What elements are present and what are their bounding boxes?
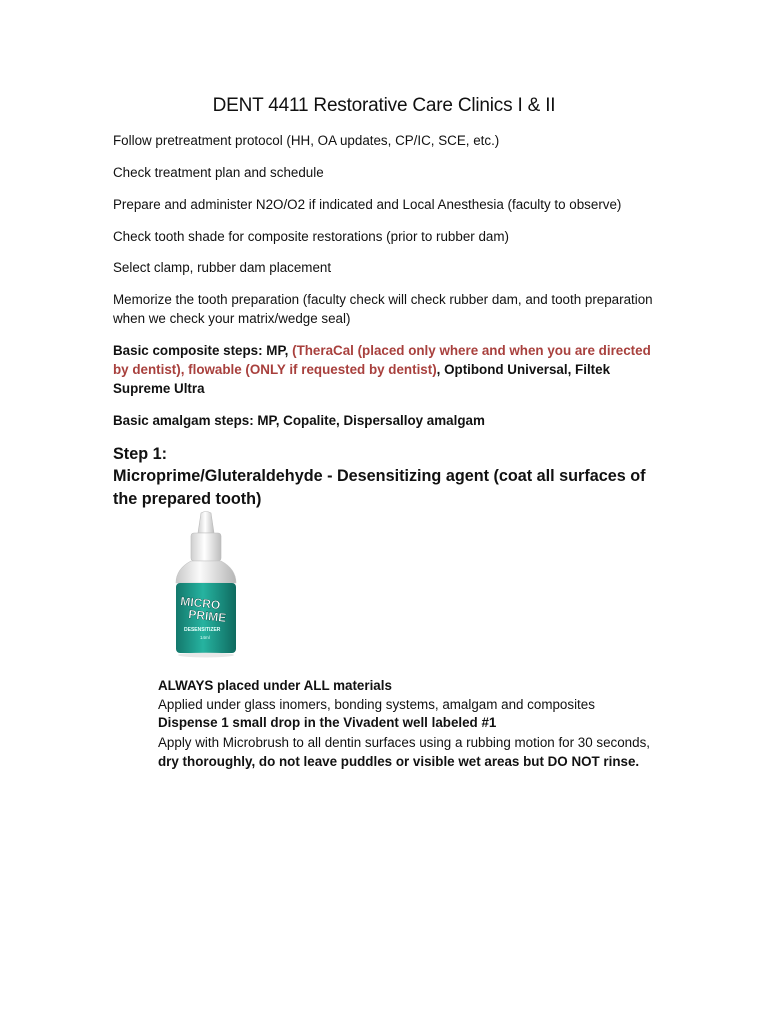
bottle-shadow xyxy=(178,653,234,658)
note-applied: Applied under glass inomers, bonding systems, amalgam and composites xyxy=(158,697,595,712)
protocol-step-3: Prepare and administer N2O/O2 if indicated and Local Anesthesia (faculty to observe) xyxy=(113,197,622,212)
note-apply-bold: dry thoroughly, do not leave puddles or visible wet areas but DO NOT rinse. xyxy=(158,753,640,769)
composite-steps-tail: , Optibond Universal, Filtek Supreme Ultra xyxy=(113,362,611,396)
amalgam-steps: Basic amalgam steps: MP, Copalite, Dispersalloy amalgam xyxy=(113,413,485,428)
composite-steps-conditional: (TheraCal (placed only where and when you are directed by dentist), flowable (ONLY if requested by dentist) xyxy=(113,343,651,377)
composite-steps xyxy=(113,341,653,398)
note-apply xyxy=(158,734,658,771)
protocol-step-2: Check treatment plan and schedule xyxy=(113,165,324,180)
bottle-cap xyxy=(191,533,221,561)
document-title: DENT 4411 Restorative Care Clinics I & II xyxy=(212,95,556,116)
bottle-label-micro: MICRO xyxy=(179,594,221,613)
protocol-step-1: Follow pretreatment protocol (HH, OA updates, CP/IC, SCE, etc.) xyxy=(113,133,500,148)
composite-steps-lead: Basic composite steps: MP, xyxy=(113,343,293,358)
bottle-tip xyxy=(198,512,214,534)
bottle-label-desensitizer: DESENSITIZER xyxy=(184,627,221,633)
note-dispense: Dispense 1 small drop in the Vivadent well labeled #1 xyxy=(158,715,497,730)
step-1-heading: Microprime/Gluteraldehyde - Desensitizing agent (coat all surfaces of the prepared tooth) xyxy=(113,467,646,508)
protocol-step-6: Memorize the tooth preparation (faculty check will check rubber dam, and tooth preparation when we check your matrix/wedge seal) xyxy=(113,292,653,326)
bottle-label-prime: PRIME xyxy=(187,607,227,625)
microprime-bottle-image xyxy=(170,511,242,659)
note-apply-lead: Apply with Microbrush to all dentin surfaces using a rubbing motion for 30 seconds, xyxy=(158,735,650,750)
protocol-step-5: Select clamp, rubber dam placement xyxy=(113,260,332,275)
protocol-step-4: Check tooth shade for composite restorations (prior to rubber dam) xyxy=(113,229,509,244)
note-always: ALWAYS placed under ALL materials xyxy=(158,678,392,693)
step-1-label: Step 1: xyxy=(113,445,167,463)
bottle-label-volume: 14ml xyxy=(200,635,210,640)
bottle-shoulder xyxy=(176,561,236,583)
